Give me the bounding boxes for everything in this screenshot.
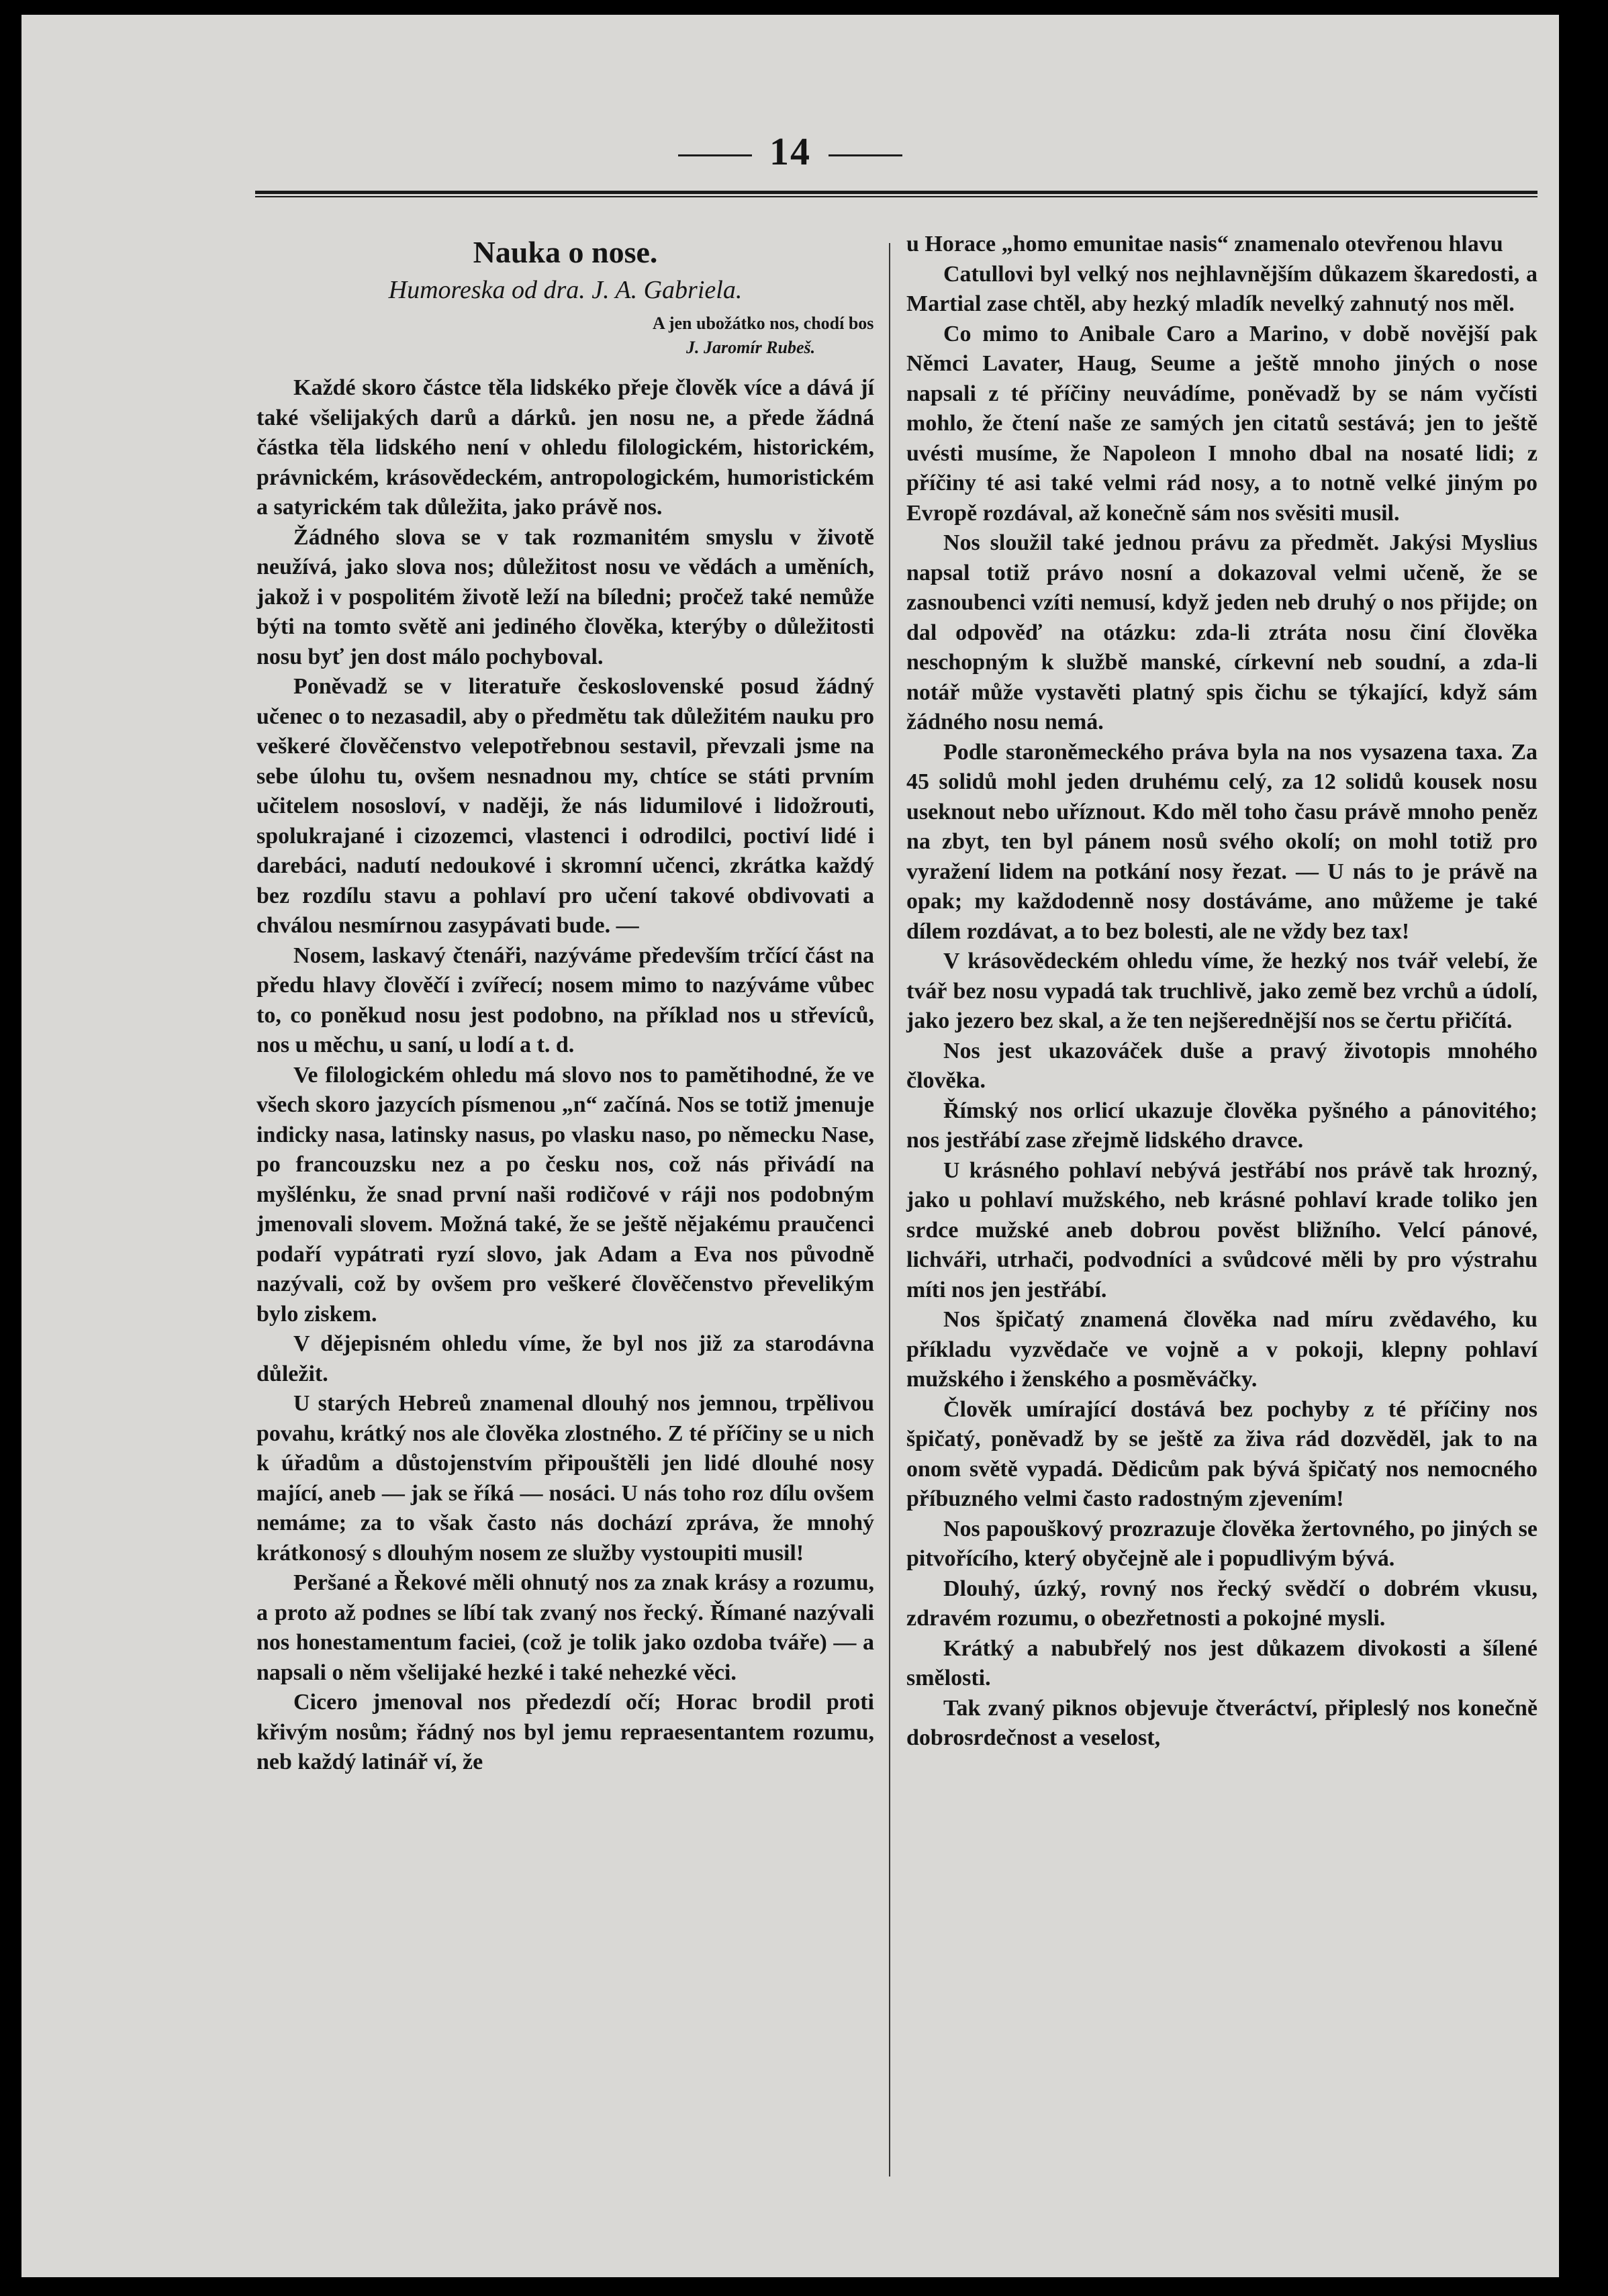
article-subtitle: Humoreska od dra. J. A. Gabriela. (388, 276, 743, 304)
paragraph: V krásovědeckém ohledu víme, že hezký nos tvář velebí, že tvář bez nosu vypadá tak truchlivě, jako země bez vrchů a údolí, jako jezero bez skal, a že ten nejšerednější nos se čertu přičítá. (906, 949, 1538, 1033)
left-column (256, 230, 874, 2237)
paragraph: Ve filologickém ohledu má slovo nos to pamětihodné, že ve všech skoro jazycích písmenou „n“ začíná. Nos se totiž jmenuje indicky nasa, latinsky nasus, po vlasku naso, po německu Nase, po francouzsku nez a po česku nos, což nás přivádí na myšlénku, že snad první naši rodičové v ráji nos podobným jmenovali slovem. Možná také, že se ještě nějakému praučenci podaří vypátrati ryzí slovo, jak Adam a Eva nos původně nazývali, což by ovšem pro veškeré člověčenstvo převelikým bylo ziskem. (256, 1062, 874, 1327)
page-number-dash-left (678, 154, 752, 156)
paragraph: V dějepisném ohledu víme, že byl nos již za starodávna důležit. (256, 1331, 874, 1386)
article-title: Nauka o nose. (473, 235, 658, 269)
paragraph: u Horace „homo emunitae nasis“ znamenalo otevřenou hlavu (906, 232, 1503, 256)
paragraph: Peršané a Řekové měli ohnutý nos za znak krásy a rozumu, a proto až podnes se líbí tak zvaný nos řecký. Římané nazývali nos honestamentum faciei, (což je tolik jako ozdoba tváře) — a napsali o něm všelijaké hezké i také nehezké věci. (256, 1570, 874, 1685)
paragraph: Dlouhý, úzký, rovný nos řecký svědčí o dobrém vkusu, zdravém rozumu, o obezřetnosti a pokojné mysli. (906, 1576, 1538, 1631)
paragraph: U krásného pohlaví nebývá jestřábí nos právě tak hrozný, jako u pohlaví mužského, neb krásné pohlaví krade toliko jen srdce mužské aneb dobrou pověst bližního. Velcí pánové, lichváři, utrhači, podvodníci a svůdcové měli by pro výstrahu míti nos jen jestřábí. (906, 1157, 1538, 1302)
paragraph: Nos papouškový prozrazuje člověka žertovného, po jiných se pitvořícího, který obyčejně ale i popudlivým bývá. (906, 1516, 1538, 1571)
page-number-text: 14 (769, 130, 811, 173)
paragraph: Tak zvaný piknos objevuje čtveráctví, připleslý nos konečně dobrosrdečnost a veselost, (906, 1695, 1538, 1750)
epigraph: A jen ubožátko nos, chodí bos (653, 314, 874, 333)
scanned-page (21, 15, 1559, 2277)
paragraph: Nos sloužil také jednou právu za předmět. Jakýsi Myslius napsal totiž právo nosní a dokazoval velmi učeně, že se zasnoubenci vzíti nemusí, když jeden neb druhý o nos přijde; on dal odpověď na otázku: zda-li ztráta nosu činí člověka neschopným k službě manské, církevní neb soudní, a zda-li notář může vystavěti platný spis čichu se týkající, když sám žádného nosu nemá. (906, 530, 1538, 734)
paragraph: Římský nos orlicí ukazuje člověka pyšného a pánovitého; nos jestřábí zase zřejmě lidského dravce. (906, 1098, 1538, 1153)
paragraph: Nos špičatý znamená člověka nad míru zvědavého, ku příkladu vyzvědače ve vojně a v pokoji, klepny pohlaví mužského i ženského a posměváčky. (906, 1307, 1538, 1392)
paragraph: Cicero jmenoval nos předezdí očí; Horac brodil proti křivým nosům; řádný nos byl jemu repraesentantem rozumu, neb každý latinář ví, že (256, 1690, 874, 1774)
paragraph: U starých Hebreů znamenal dlouhý nos jemnou, trpělivou povahu, krátký nos ale člověka zlostného. Z té příčiny se u nich k úřadům a důstojenstvím připouštěli jen lidé dlouhé nosy mající, aneb — jak se říká — nosáci. U nás toho roz dílu ovšem nemáme; za to však často nás dochází zpráva, že mnohý krátkonosý s dlouhým nosem ze služby vystoupiti musil! (256, 1391, 874, 1566)
paragraph: Nosem, laskavý čtenáři, nazýváme především trčící část na předu hlavy člověčí i zvířecí; nosem mimo to nazýváme vůbec to, co poněkud nosu jest podobno, na příklad nos u střevíců, nos u měchu, u saní, u lodí a t. d. (256, 943, 874, 1057)
paragraph: Podle staroněmeckého práva byla na nos vysazena taxa. Za 45 solidů mohl jeden druhému celý, za 12 solidů kousek nosu useknout nebo uříznout. Kdo měl toho času právě mnoho peněz na zbyt, ten byl pánem nosů svého okolí; on mohl totiž pro vyražení lidem na potkání nosy řezat. — U nás to je právě na opak; my každodenně nosy dostáváme, ano můžeme je také dílem rozdávat, a to bez bolesti, ale ne vždy bez tax! (906, 739, 1538, 944)
paragraph: Catullovi byl velký nos nejhlavnějším důkazem škaredosti, a Martial zase chtěl, aby hezký mladík nevelký zahnutý nos měl. (906, 261, 1538, 316)
right-column (906, 230, 1538, 2237)
page-number (21, 129, 1559, 174)
paragraph: Žádného slova se v tak rozmanitém smyslu v životě neužívá, jako slova nos; důležitost nosu ve vědách a uměních, jakož i v pospolitém životě leží na bíledni; pročež také nemůže býti na tomto světě ani jediného člověka, kterýby o důležitosti nosu byť jen dost málo pochyboval. (256, 524, 874, 669)
header-rule-thin (255, 196, 1538, 197)
column-divider (889, 243, 890, 2177)
paragraph: Člověk umírající dostává bez pochyby z té příčiny nos špičatý, poněvadž by se ještě za živa rád dozvěděl, jak to na onom světě vypadá. Dědicům pak bývá špičatý nos nemocného příbuzného velmi často radostným zjevením! (906, 1396, 1538, 1511)
paragraph: Poněvadž se v literatuře československé posud žádný učenec o to nezasadil, aby o předmětu tak důležitém nauku pro veškeré člověčenstvo velepotřebnou sestavil, převzali jsme na sebe úlohu tu, ovšem nesnadnou my, chtíce se státi prvním učitelem nososloví, v naději, že nás lidumilové i lidožrouti, spolukrajané i cizozemci, vlastenci i odrodilci, poctiví lidé i darebáci, nadutí nedoukové i skromní učenci, zkrátka každý bez rozdílu stavu a pohlaví pro učení takové obdivovati a chválou nesmírnou zasypávati bude. — (256, 674, 874, 938)
page-number-dash-right (829, 154, 902, 156)
epigraph-author: J. Jaromír Rubeš. (686, 338, 816, 357)
paragraph: Nos jest ukazováček duše a pravý životopis mnohého člověka. (906, 1038, 1538, 1093)
header-rule-thick (255, 191, 1538, 194)
paragraph: Co mimo to Anibale Caro a Marino, v době novější pak Němci Lavater, Haug, Seume a ještě mnoho jiných o nose napsali z té příčiny neuvádíme, poněvadž by se nám vyčísti mohlo, že čtení naše ze samých jen citatů sestává; jen to ještě uvésti musíme, že Napoleon I mnoho dbal na nosaté lidi; z příčiny té asi také velmi rád nosy, a to notně velké jiným po Evropě rozdával, až konečně sám nos svěsiti musil. (906, 321, 1538, 526)
paragraph: Krátký a nabubřelý nos jest důkazem divokosti a šílené smělosti. (906, 1635, 1538, 1690)
paragraph: Každé skoro částce těla lidskéko přeje člověk více a dává jí také všelijakých darů a dárků. jen nosu ne, a přede žádná částka těla lidského není v ohledu filologickém, historickém, právnickém, krásovědeckém, antropologickém, humoristickém a satyrickém tak důležita, jako právě nos. (256, 375, 874, 520)
